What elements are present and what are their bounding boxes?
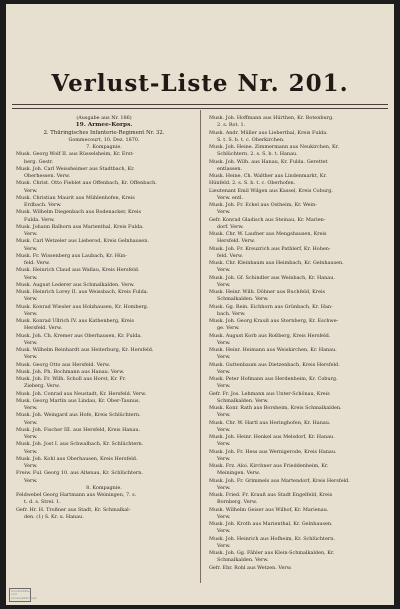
entry-line: Verw. bbox=[24, 354, 38, 361]
entry-line: Musk. Joh. Heine. Zimmermann aus Neukirchen, Kr. bbox=[209, 144, 340, 150]
entry-line: Verw. bbox=[24, 434, 38, 440]
entry-line: Musk. Konr. Rath aus Borsheim, Kreis Schmalkalden. bbox=[209, 405, 342, 411]
entry-line: Gefr. Hr. H. Troßner aus Stadt, Kr. Schmalkal- bbox=[16, 506, 131, 513]
entry-line: 2. s. Rot. 1. bbox=[217, 122, 246, 129]
entry-line: Musk. Wilhelm Diegenbach aus Rodenacker, Kreis bbox=[16, 209, 141, 216]
entry-list bbox=[16, 151, 192, 485]
entry-line: Musk. Joh. Kohl aus Oberhausen, Kreis Hersfeld. bbox=[16, 455, 138, 462]
entry-line: Musk. Joh. Conrad aus Neustadt, Kr. Hersfeld. Verw. bbox=[16, 390, 147, 397]
entry-line: den. (1) S. Kr. u. Hanau. bbox=[24, 513, 84, 520]
column-divider bbox=[200, 110, 201, 583]
entry-line: Musk. Joh. Fr. Grimmels aus Martendorf, Kreis Hersfeld. bbox=[209, 477, 350, 484]
entry-line: Verw. bbox=[24, 274, 38, 281]
entry-line: Verw. bbox=[24, 231, 38, 237]
entry-line: Musk. Joh. Fr. Hess aus Wernigerode, Kreis Hanau. bbox=[209, 448, 337, 455]
entry-line: Musk. Wilhelm Reinhardt aus Heiterburg, Kr. Hersfeld. bbox=[16, 347, 154, 353]
entry-line: Musk. Georg Martin aus Lindau, Kr. Ober-Taunus. bbox=[16, 397, 141, 404]
entry-line: Hünfeld. 2. s. S. b. t. c. Oberhofen. bbox=[209, 180, 296, 187]
entry-line: Musk. Heinr. Heimann aus Weiskirchen, Kr. Hanau. bbox=[209, 347, 337, 353]
entry-line: Meiningen. Verw. bbox=[217, 470, 261, 477]
entry-line: Musk. Joh. Weingard aus Hofe, Kreis Schlüchtern. bbox=[16, 412, 141, 419]
library-logo: Universitäts- und Landesbibliothek bbox=[9, 588, 31, 602]
right-column bbox=[209, 115, 385, 572]
entry-line: dorf. Verw. bbox=[217, 223, 244, 230]
entry-line: Verw. bbox=[217, 339, 231, 346]
entry-line: Gefr. Fr. Jos. Lehmann aus Unter-Schönau, Kreis bbox=[209, 390, 330, 397]
entry-line: Musk. Chr. Kleinbaum aus Heimbach, Kr. Gelnhausen. bbox=[209, 260, 344, 266]
entry-line: Musk. Fr. Wissenberg aus Laubach, Kr. Hün- bbox=[16, 252, 127, 259]
company-heading: 8. Kompagnie. bbox=[86, 484, 122, 491]
entry-line: Verw. bbox=[217, 441, 231, 448]
entry-line: Musk. Chr. W. Laufner aus Mengshausen, Kreis bbox=[209, 231, 327, 237]
entry-line: Musk. Konrad Ullrich IV. aus Kathenberg, Kreis bbox=[16, 318, 135, 324]
entry-line: Verw. bbox=[217, 455, 231, 462]
title-rule-top bbox=[12, 104, 388, 105]
entry-line: Musk. August Lederer aus Schmalkalden. Verw. bbox=[16, 281, 135, 288]
entry-line: Verw. bbox=[24, 405, 38, 411]
entry-line: Oberhessen. Verw. bbox=[24, 173, 71, 179]
entry-line: Verw. bbox=[217, 528, 231, 535]
entry-line: Musk. Wilhelm Geiser aus Wilhof, Kr. Marienau. bbox=[209, 506, 329, 513]
entry-line: entlassen. bbox=[217, 165, 243, 172]
entry-line: Verw. bbox=[24, 419, 38, 426]
entry-line: Musk. Christ. Otto Fieblet aus Offenbach, Kr. Offenbach. bbox=[16, 180, 157, 187]
entry-line: Musk. Joh. Gf. Schindler aus Weinbach, Kr. Hanau. bbox=[209, 274, 335, 281]
entry-line: Fulda. Verw. bbox=[24, 216, 55, 223]
company-heading: 7. Kompagnie. bbox=[86, 144, 122, 150]
entry-line: ge. Verw. bbox=[217, 325, 240, 332]
entry-line: Verw. bbox=[24, 463, 38, 469]
entry-line: Verw. bbox=[217, 383, 231, 390]
entry-line: Musk. Joh. Kroth aus Marienthal, Kr. Gelnhausen. bbox=[209, 521, 333, 527]
entry-line: berg. Gestr. bbox=[24, 158, 54, 165]
entry-line: Musk. Joh. Fr. Wilh. Scholl aus Horst, Kr. Fr. bbox=[16, 376, 126, 382]
entry-line: Musk. Joh. Hoffmann aus Hürthen, Kr. Rotenburg. bbox=[209, 115, 334, 121]
entry-line: Verw. bbox=[217, 513, 231, 520]
entry-line: Verw. bbox=[217, 368, 231, 375]
entry-line: Musk. Gg. Rein. Eichhorn aus Grünbach, Kr. Han- bbox=[209, 303, 333, 310]
entry-line: Verw. bbox=[24, 339, 38, 346]
entry-line: Schmalkalden. Verw. bbox=[217, 397, 269, 404]
entry-line: Musk. Joh. Heinr. Henkel aus Melsdorf, Kr. Hanau. bbox=[209, 434, 335, 440]
entry-line: Musk. Joh. Fr. Eckel aus Ostheim, Kr. Wein- bbox=[209, 202, 317, 208]
title-rule-bottom bbox=[12, 108, 388, 109]
entry-line: Schmalkalden. Verw. bbox=[217, 296, 269, 303]
entry-line: Musk. Joh. Ph. Bochmann aus Hanau. Verw. bbox=[16, 368, 125, 375]
entry-line: Musk. Johann Balhorn aus Marienthal, Kreis Fulda. bbox=[16, 223, 144, 230]
document-page bbox=[6, 4, 394, 605]
entry-line: Musk. Carl Wetzeler aus Lieberod, Kreis Gelnhausen. bbox=[16, 238, 149, 245]
entry-line: Musk. August Korb aus Roßberg, Kreis Hersfeld. bbox=[209, 332, 331, 339]
entry-line: Musk. Joh. Carl Weissheimer aus Stadtbach, Kr. bbox=[16, 165, 135, 172]
entry-line: Hersfeld. Verw. bbox=[24, 325, 62, 332]
entry-line: Musk. Konrad Wiesler aus Holzhausen, Kr. Homberg. bbox=[16, 303, 149, 310]
entry-line: Zieberg. Verw. bbox=[24, 383, 60, 390]
entry-line: Bornberg. Verw. bbox=[217, 499, 258, 506]
entry-line: Musk. Joh. Jost I. aus Schwalbach, Kr. Schlüchtern. bbox=[16, 441, 144, 448]
entry-line: Verw. bbox=[24, 310, 38, 317]
entry-line: Verw. bbox=[24, 296, 38, 303]
entry-line: Verw. bbox=[217, 484, 231, 491]
entry-line: feld. Verw. bbox=[217, 252, 243, 259]
entry-line: Feldwebel Georg Hartmann aus Weiningen, 7. s. bbox=[16, 492, 137, 498]
entry-line: Verw. bbox=[217, 542, 231, 549]
entry-line: Verw. bbox=[217, 412, 231, 419]
entry-line: Musk. Christian Maurit aus Mühlenhofen, Kreis bbox=[16, 194, 135, 201]
entry-line: t. d. s. Strel. 1. bbox=[24, 499, 61, 506]
entry-line: Musk. Heinrich Lorey II. aus Weissbach, Kreis Fulda. bbox=[16, 289, 149, 295]
entry-line: Schlüchtern. 2. s. S. b. t. Hanau. bbox=[217, 151, 298, 158]
entry-line: Verw. bbox=[24, 448, 38, 455]
page-title: Verlust-Liste Nr. 201. bbox=[51, 70, 349, 97]
left-column bbox=[16, 115, 192, 521]
entry-line: Freiw. Ful. Georg 10. aus Altenau, Kr. Schlüchtern. bbox=[16, 470, 143, 477]
korps-heading: 19. Armee-Korps. bbox=[75, 122, 133, 129]
entry-line: Verw. bbox=[217, 354, 231, 361]
entry-line: feld. Verw. bbox=[24, 260, 50, 266]
date-line: Gommecourt, 10. Dez. 1870. bbox=[68, 136, 140, 143]
entry-line: Musk. Joh. Ch. Kremer aus Oberhausen, Kr. Fulda. bbox=[16, 332, 142, 339]
entry-line: Lieutenant Emil Wilgen aus Kassel, Kreis Coburg. bbox=[209, 187, 333, 194]
entry-line: Musk. Peter Hofmann aus Herdenheim, Kr. Coburg. bbox=[209, 376, 338, 382]
entry-line: Musk. Guttenbaum aus Dietzenbach, Kreis Hersfeld. bbox=[209, 361, 340, 368]
entry-line: Verw. bbox=[24, 477, 38, 484]
entry-line: Verw. bbox=[24, 245, 38, 252]
entry-line: Musk. Georg Wolf II. aus Rüsselsheim, Kr. Erst- bbox=[16, 151, 134, 158]
entry-line: Musk. Joh. Wilh. aus Hanau, Kr. Fulda. Gerettet bbox=[209, 158, 328, 165]
entry-line: Hersfeld. Verw. bbox=[217, 238, 255, 245]
entry-line: bach. Verw. bbox=[217, 310, 246, 317]
entry-line: Verw. bbox=[24, 187, 38, 194]
entry-line: Musk. Joh. Heinrich aus Hofheim, Kr. Schlüchtern. bbox=[209, 535, 335, 542]
entry-line: Musk. Chr. W. Hartl aus Heringhofen, Kr. Hanau. bbox=[209, 419, 331, 426]
entry-line: Musk. Joh. Georg Krauß aus Sternberg, Kr. Eschwe- bbox=[209, 318, 339, 324]
entry-line: Verw. entl. bbox=[217, 194, 244, 201]
entry-line: Musk. Heinrich Claud aus Wallau, Kreis Hersfeld. bbox=[16, 267, 140, 274]
entry-line: Musk. Georg Otto aus Hersfeld. Verw. bbox=[16, 361, 111, 368]
regiment-heading: 2. Thüringisches Infanterie-Regiment Nr. 32. bbox=[43, 129, 165, 136]
entry-list bbox=[16, 492, 192, 521]
entry-line: Erdbach. Verw. bbox=[24, 202, 62, 208]
entry-line: Musk. Joh. Fischer III. aus Hersfeld, Kreis Hanau. bbox=[16, 426, 141, 433]
entry-line: Musk. Frz. Aloi. Kirchner aus Frieddenheim, Kr. bbox=[209, 463, 329, 469]
entry-line: Verw. bbox=[217, 209, 231, 216]
entry-line: Musk. Heine. Ch. Walther aus Lindenmarkt, Kr. bbox=[209, 173, 327, 179]
entry-line: S. t. S. b. t. c. Oberkirchen. bbox=[217, 136, 285, 143]
entry-line: Musk. Fried. Fr. Krauß aus Stadt Engelfeld, Kreis bbox=[209, 492, 333, 498]
entry-line: Musk. Andr. Müller aus Lieberthal, Kreis Fulda. bbox=[209, 129, 328, 136]
entry-line: Verw. bbox=[217, 281, 231, 288]
entry-line: Gefr. Konrad Gladisch aus Steinau, Kr. Marien- bbox=[209, 216, 326, 223]
entry-line: Musk. Joh. Fr. Kreuzrich aus Pathlerf, Kr. Hohen- bbox=[209, 245, 331, 252]
entry-list bbox=[209, 115, 385, 572]
entry-line: Verw. bbox=[217, 267, 231, 274]
entry-line: Gefr. Ehr. Rohl aus Wetzen. Verw. bbox=[209, 564, 292, 571]
entry-line: Schmalkalden. Verw. bbox=[217, 557, 269, 564]
entry-line: Musk. Heinr. Wilh. Döhner aus Buchfeld, Kreis bbox=[209, 289, 326, 295]
entry-line: Verw. bbox=[217, 426, 231, 433]
ausgabe-note: (Ausgabe aus Nr. 186) bbox=[76, 115, 132, 121]
entry-line: Musk. Joh. Gg. Fähler aus Klein-Schmalkalden, Kr. bbox=[209, 550, 335, 556]
